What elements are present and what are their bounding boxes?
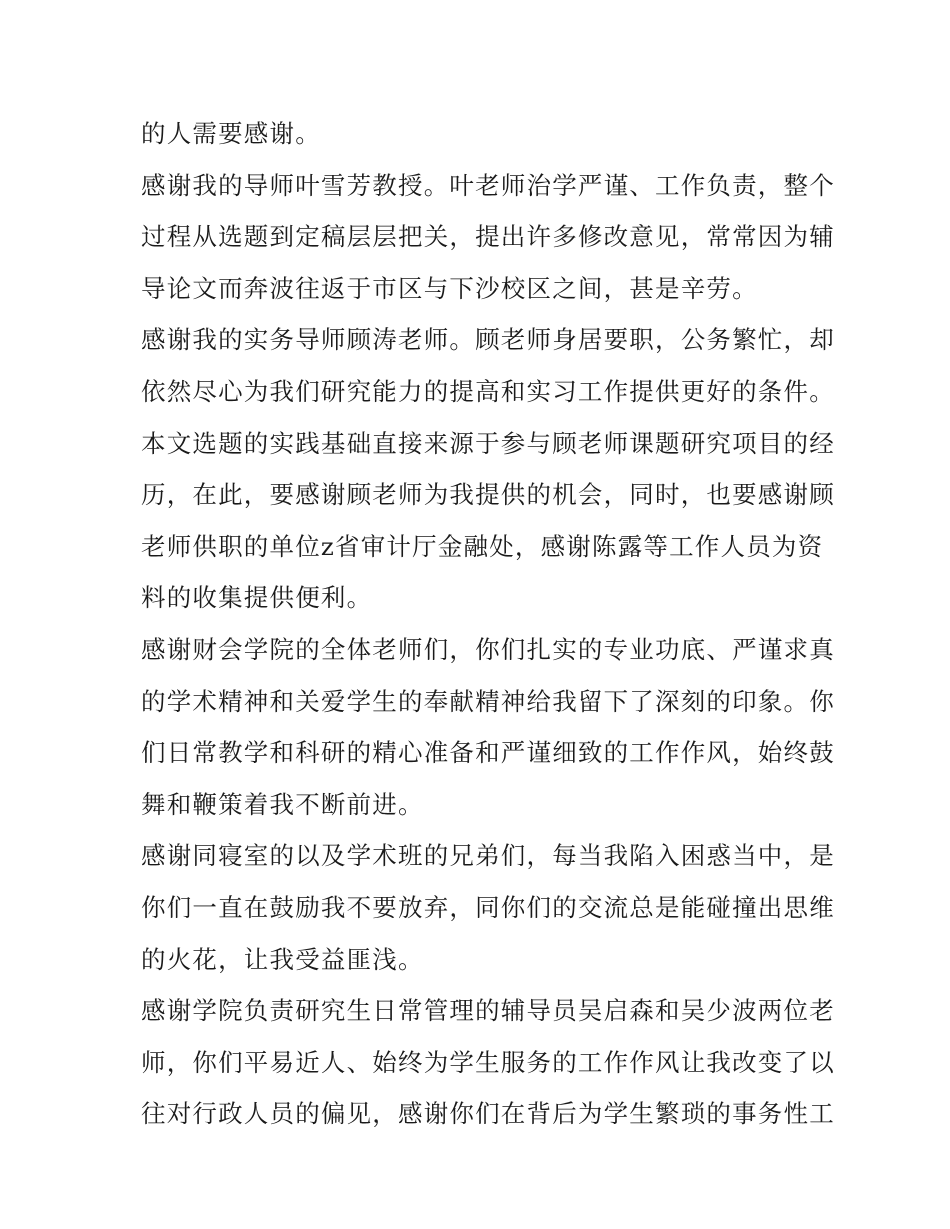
text-line: 的学术精神和关爱学生的奉献精神给我留下了深刻的印象。你: [141, 686, 835, 716]
text-line: 感谢同寝室的以及学术班的兄弟们，每当我陷入困惑当中，是: [141, 841, 835, 871]
text-line: 舞和鞭策着我不断前进。: [141, 789, 424, 819]
text-line: 导论文而奔波往返于市区与下沙校区之间，甚是辛劳。: [141, 273, 758, 303]
text-line: 感谢我的实务导师顾涛老师。顾老师身居要职，公务繁忙，却: [141, 325, 835, 355]
text-line: 料的收集提供便利。: [141, 583, 373, 613]
text-line: 感谢我的导师叶雪芳教授。叶老师治学严谨、工作负责，整个: [141, 170, 835, 200]
text-line: 依然尽心为我们研究能力的提高和实习工作提供更好的条件。: [141, 376, 835, 406]
text-line: 感谢财会学院的全体老师们，你们扎实的专业功底、严谨求真: [141, 634, 835, 664]
text-line: 老师供职的单位z省审计厅金融处，感谢陈露等工作人员为资: [141, 531, 824, 561]
text-line: 过程从选题到定稿层层把关，提出许多修改意见，常常因为辅: [141, 222, 835, 252]
text-line: 师，你们平易近人、始终为学生服务的工作作风让我改变了以: [141, 1047, 835, 1077]
text-line: 感谢学院负责研究生日常管理的辅导员吴启森和吴少波两位老: [141, 996, 835, 1026]
text-line: 历，在此，要感谢顾老师为我提供的机会，同时，也要感谢顾: [141, 480, 835, 510]
text-line: 的火花，让我受益匪浅。: [141, 944, 424, 974]
text-line: 们日常教学和科研的精心准备和严谨细致的工作作风，始终鼓: [141, 738, 835, 768]
text-line: 你们一直在鼓励我不要放弃，同你们的交流总是能碰撞出思维: [141, 892, 835, 922]
text-line: 的人需要感谢。: [141, 119, 321, 148]
acknowledgements-text: [141, 108, 835, 1140]
text-line: 本文选题的实践基础直接来源于参与顾老师课题研究项目的经: [141, 428, 835, 458]
text-line: 往对行政人员的偏见，感谢你们在背后为学生繁琐的事务性工: [141, 1099, 835, 1129]
